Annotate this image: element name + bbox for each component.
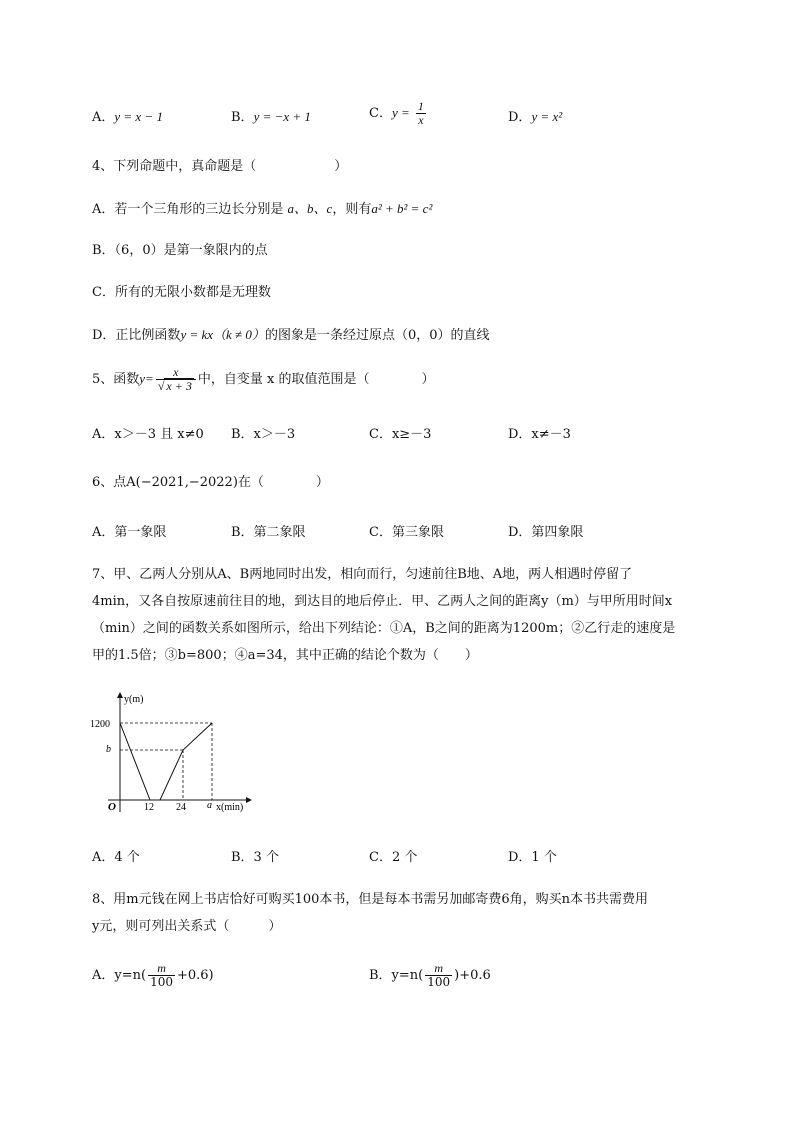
fraction-denominator: x (416, 113, 426, 127)
q8-option-b (369, 962, 491, 989)
fraction (148, 962, 175, 989)
option-text: D．正比例函数 (92, 328, 181, 343)
stem-math: y= (139, 371, 154, 386)
option-label: B． (231, 110, 254, 125)
q8-line-2: y元，则可列出关系式（ ） (92, 919, 282, 934)
x-tick-12: 12 (144, 802, 154, 813)
q3-option-b (231, 108, 311, 127)
q6-option-c: C．第三象限 (369, 525, 444, 540)
option-math: y = x − 1 (114, 109, 163, 124)
q6-option-b: B．第二象限 (231, 525, 306, 540)
q6-stem: 6、点A(−2021,−2022)在（ ） (92, 475, 329, 490)
q4-option-a (92, 200, 432, 219)
option-text: +0.6) (176, 968, 214, 983)
fraction-numerator: 1 (417, 99, 424, 113)
fraction (425, 962, 452, 989)
q7-line-2: 4min，又各自按原速前往目的地，到达目的地后停止．甲、乙两人之间的距离y（m）与甲所用时间x (92, 594, 673, 609)
fraction-denominator: √ x + 3 (156, 379, 196, 393)
option-math: （k ≠ 0） (213, 327, 265, 342)
option-math: y = (391, 105, 410, 120)
option-text: )+0.6 (454, 968, 491, 983)
q3-option-d (508, 108, 562, 127)
option-text: 的图象是一条经过原点（0，0）的直线 (264, 328, 490, 343)
q5-option-b: B．x＞－3 (231, 427, 296, 442)
option-label: A． (92, 110, 115, 125)
sqrt-radicand: x + 3 (166, 379, 192, 393)
fraction-numerator: x (173, 365, 179, 379)
y-axis-label: y(m) (124, 694, 144, 705)
q3-option-c (369, 100, 428, 127)
option-math: y = x² (531, 109, 563, 124)
q7-graph (86, 688, 256, 818)
fraction-numerator: m (157, 961, 166, 975)
q7-line-3: （min）之间的函数关系如图所示，给出下列结论：①A，B之间的距离为1200m；②乙行走的速度是 (92, 621, 676, 636)
option-text: ，则有 (332, 202, 372, 217)
q3-option-a (92, 108, 163, 127)
x-tick-24: 24 (176, 802, 186, 813)
q4-option-b: B．（6，0）是第一象限内的点 (92, 243, 268, 258)
option-math: a² + b² = c² (371, 201, 433, 216)
q4-option-d (92, 326, 489, 345)
y-tick-b: b (106, 744, 111, 755)
q7-line-1: 7、甲、乙两人分别从A、B两地同时出发，相向而行，匀速前往B地、A地，两人相遇时停留了 (92, 567, 633, 582)
q4-stem: 4、下列命题中，真命题是（ ） (92, 159, 348, 174)
q8-line-1: 8、用m元钱在网上书店恰好可购买100本书，但是每本书需另加邮寄费6角，购买n本书共需费用 (92, 892, 649, 907)
fraction-denominator: 100 (427, 975, 451, 989)
option-text: A．若一个三角形的三边长分别是 (92, 202, 288, 217)
q7-option-d: D．1 个 (508, 850, 557, 865)
y-tick-1200: 1200 (90, 719, 110, 730)
option-label: C． (369, 106, 392, 121)
fraction (156, 366, 196, 393)
q6-option-a: A．第一象限 (92, 525, 167, 540)
q5-option-a: A．x＞－3 且 x≠0 (92, 427, 204, 442)
q4-option-c: C．所有的无限小数都是无理数 (92, 285, 271, 300)
x-axis-label: x(min) (216, 802, 244, 813)
x-tick-a: a (207, 800, 212, 811)
stem-text: 5、函数 (92, 372, 140, 387)
q7-option-a: A．4 个 (92, 850, 140, 865)
option-math: a、b、c (287, 201, 333, 216)
option-text: B．y=n( (369, 968, 424, 983)
y-axis-arrow (117, 692, 123, 698)
fraction (416, 100, 426, 127)
fraction-numerator: m (434, 961, 444, 975)
option-label: D． (508, 110, 532, 125)
q7-option-c: C．2 个 (369, 850, 418, 865)
fraction-denominator: 100 (150, 975, 173, 989)
origin-label: O (108, 801, 116, 813)
q8-option-a (92, 962, 214, 989)
option-math: y = kx (180, 327, 214, 342)
q6-option-d: D．第四象限 (508, 525, 584, 540)
q7-option-b: B．3 个 (231, 850, 279, 865)
stem-text: 中，自变量 x 的取值范围是（ ） (197, 372, 435, 387)
x-axis-arrow (246, 797, 252, 803)
q5-option-c: C．x≥－3 (369, 427, 432, 442)
q7-line-4: 甲的1.5倍；③b=800；④a=34，其中正确的结论个数为（ ） (92, 648, 478, 663)
option-math: y = −x + 1 (253, 109, 311, 124)
option-text: A．y=n( (92, 968, 147, 983)
q5-option-d: D．x≠－3 (508, 427, 571, 442)
distance-line (120, 723, 212, 800)
q5-stem (92, 366, 434, 393)
